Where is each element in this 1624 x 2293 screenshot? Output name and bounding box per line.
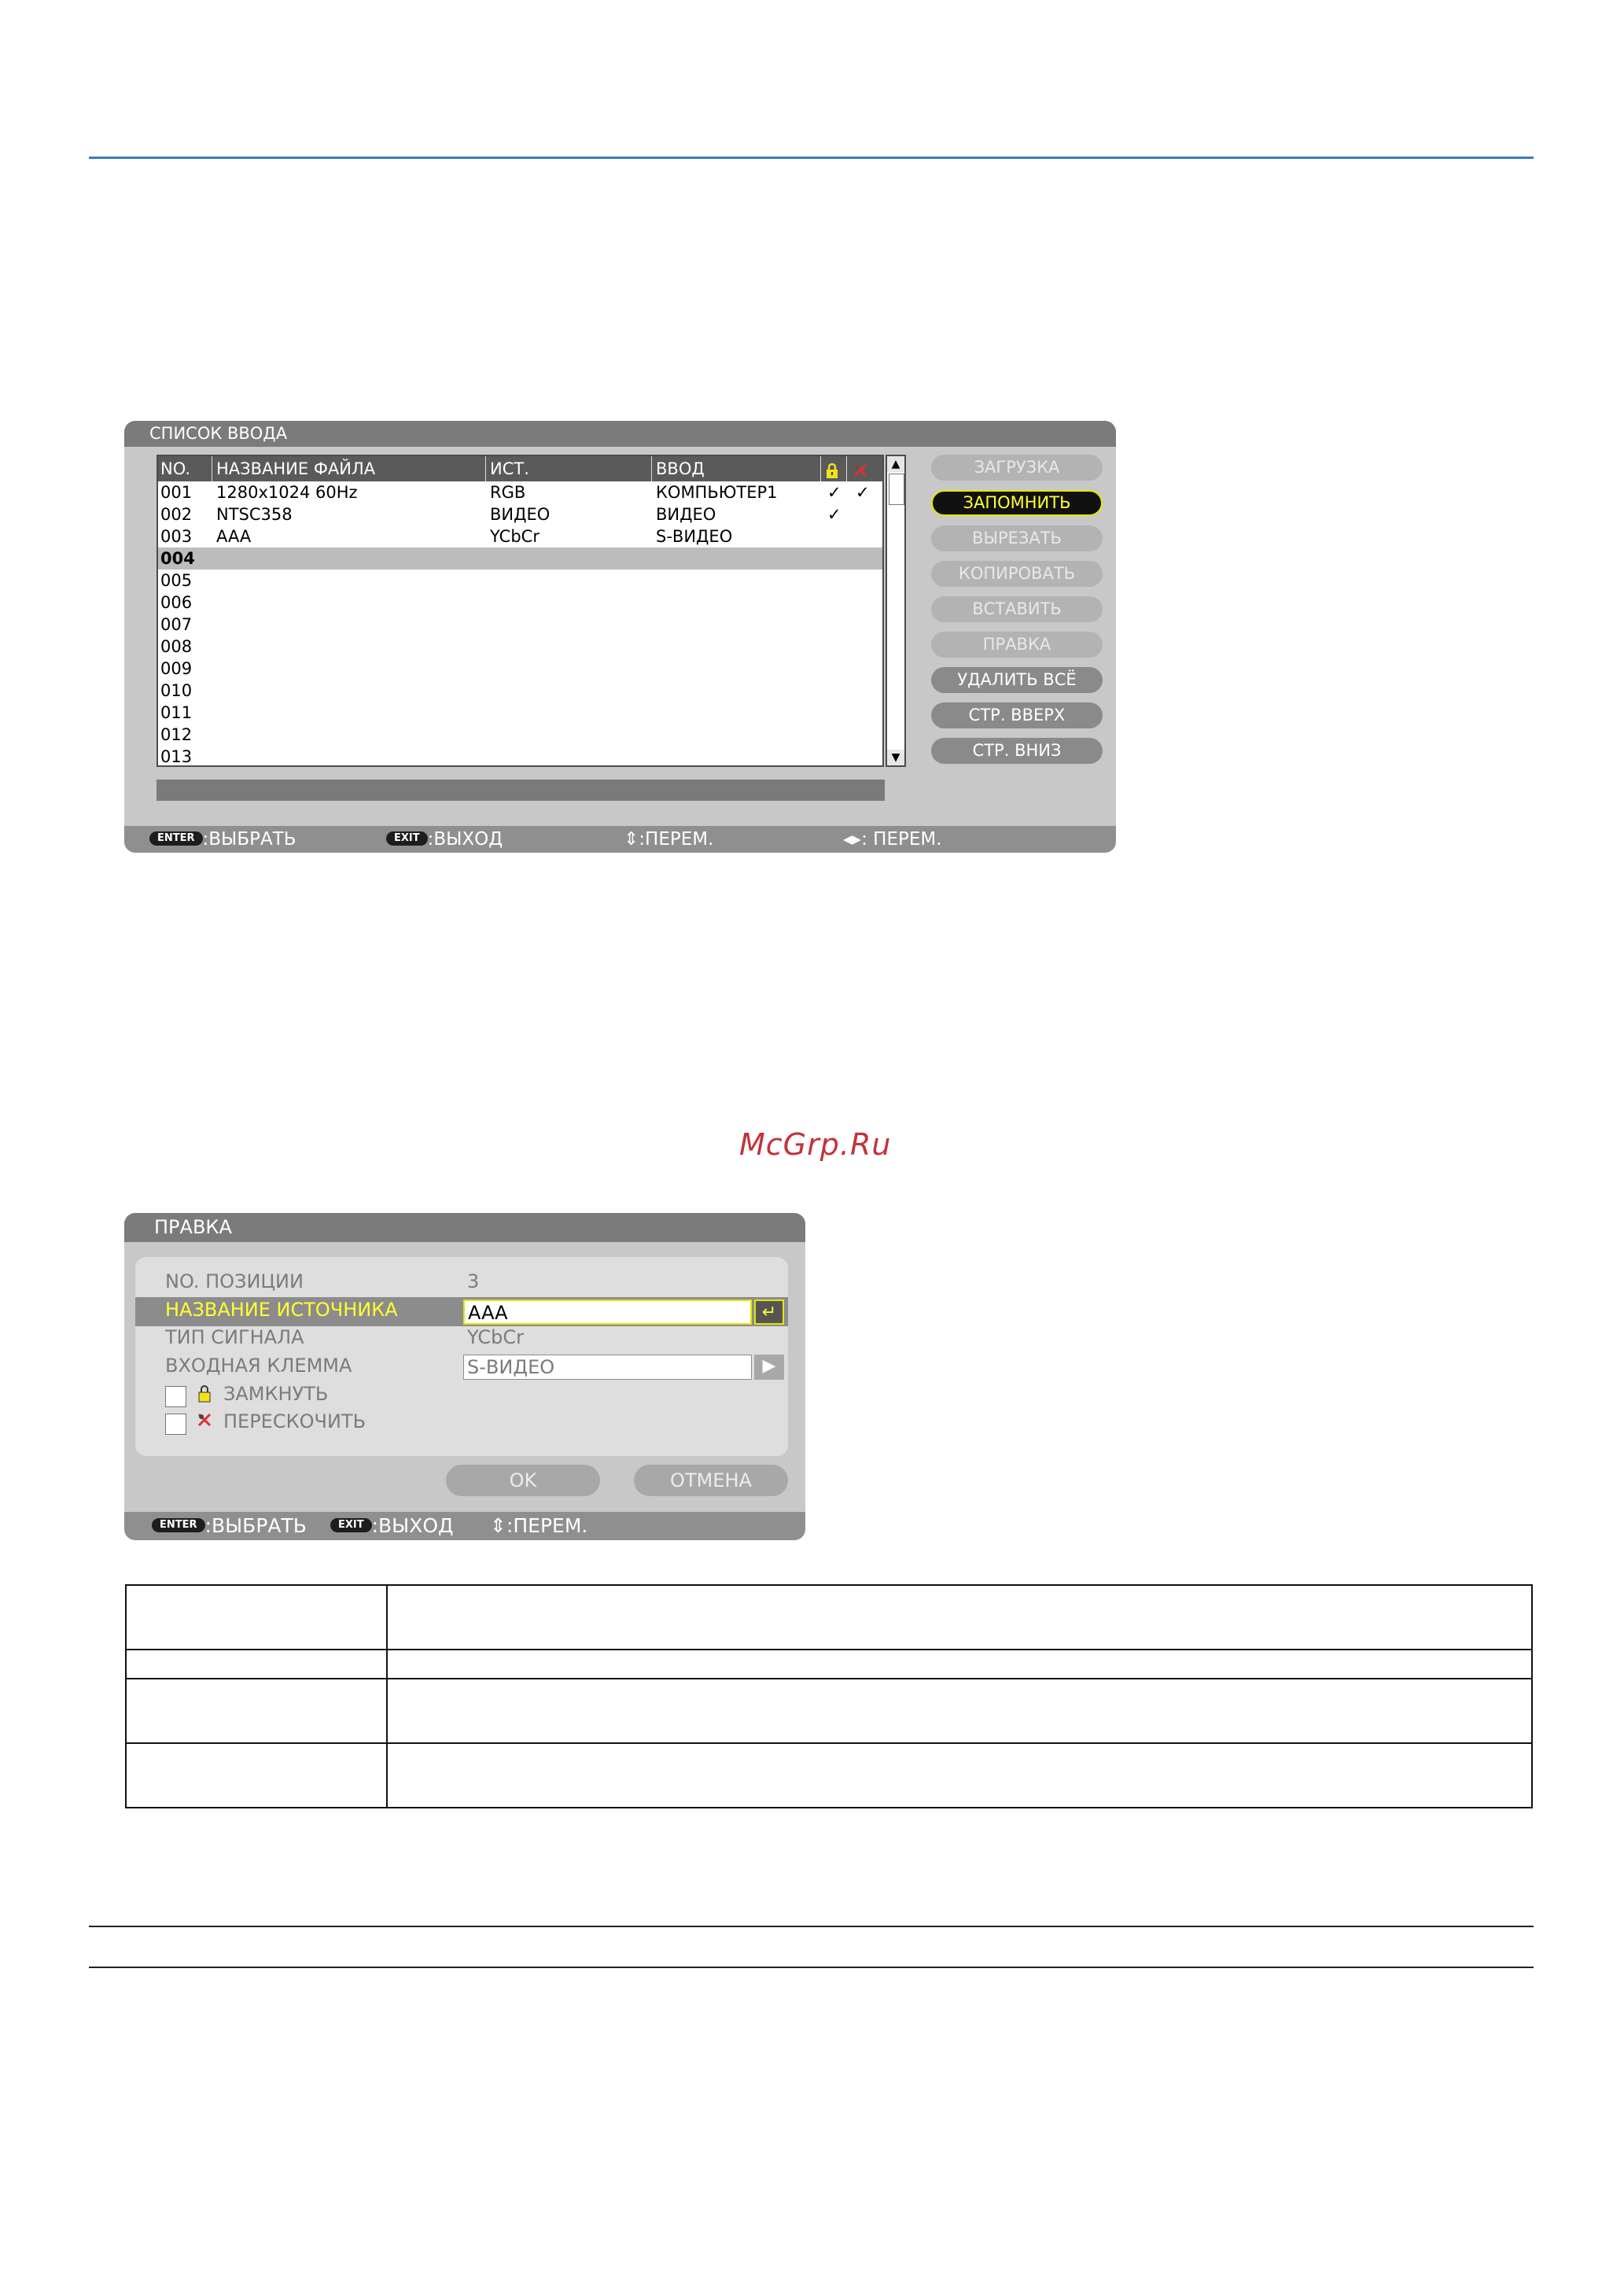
lock-checkbox[interactable] xyxy=(165,1386,186,1407)
row-lock-check: ✓ xyxy=(827,505,841,524)
row-no: 010 xyxy=(160,681,193,700)
top-rule xyxy=(89,157,1534,159)
page-up-button[interactable]: СТР. ВВЕРХ xyxy=(931,702,1103,728)
edit-button[interactable]: ПРАВКА xyxy=(931,632,1103,658)
ok-button[interactable]: OK xyxy=(446,1465,600,1496)
enter-return-icon[interactable]: ↵ xyxy=(754,1299,784,1325)
row-no: 009 xyxy=(160,659,193,678)
row-no: 008 xyxy=(160,637,193,656)
bottom-rule xyxy=(89,1926,1534,1927)
skip-checkbox[interactable] xyxy=(165,1414,186,1435)
dialog-footer xyxy=(124,1512,805,1540)
load-button[interactable]: ЗАГРУЗКА xyxy=(931,455,1103,481)
lock-icon xyxy=(197,1385,212,1406)
table-row[interactable] xyxy=(158,724,882,746)
row-input: ВИДЕО xyxy=(656,505,716,524)
row-no: 001 xyxy=(160,483,193,502)
table-row[interactable] xyxy=(158,746,882,767)
paste-button[interactable]: ВСТАВИТЬ xyxy=(931,596,1103,622)
info-table xyxy=(125,1584,1533,1808)
footer-move-updown-hint: ⇕:ПЕРЕМ. xyxy=(490,1514,588,1537)
terminal-label: ВХОДНАЯ КЛЕММА xyxy=(165,1355,352,1377)
source-name-input[interactable]: AAA xyxy=(463,1299,752,1325)
scrollbar[interactable] xyxy=(886,455,906,767)
table-row[interactable] xyxy=(158,702,882,724)
table-row[interactable] xyxy=(158,525,882,547)
store-button[interactable]: ЗАПОМНИТЬ xyxy=(931,490,1103,516)
edit-dialog xyxy=(124,1213,805,1540)
row-source: ВИДЕО xyxy=(490,505,551,524)
footer-enter-hint: ENTER :ВЫБРАТЬ xyxy=(149,826,296,853)
enter-key-icon: ENTER xyxy=(149,831,203,846)
skip-label: ПЕРЕСКОЧИТЬ xyxy=(223,1410,366,1432)
table-row[interactable] xyxy=(158,570,882,592)
status-bar xyxy=(157,780,885,801)
table-row[interactable] xyxy=(158,680,882,702)
row-no: 006 xyxy=(160,593,193,612)
row-filename: AAA xyxy=(216,527,252,546)
footer-exit-hint: EXIT :ВЫХОД xyxy=(330,1512,454,1540)
position-label: NO. ПОЗИЦИИ xyxy=(165,1270,304,1292)
col-input: ВВОД xyxy=(656,459,705,478)
footer-move-leftright-hint: ◂▸: ПЕРЕМ. xyxy=(843,829,942,850)
row-no: 004 xyxy=(160,549,195,568)
page-down-button[interactable]: СТР. ВНИЗ xyxy=(931,738,1103,764)
table-row xyxy=(126,1585,1532,1650)
table-row[interactable] xyxy=(158,547,882,570)
bottom-rule xyxy=(89,1967,1534,1968)
row-no: 003 xyxy=(160,527,193,546)
row-no: 012 xyxy=(160,725,193,744)
table-row xyxy=(126,1650,1532,1679)
source-name-label: НАЗВАНИЕ ИСТОЧНИКА xyxy=(165,1299,398,1321)
scroll-thumb[interactable] xyxy=(889,474,904,505)
position-value: 3 xyxy=(467,1270,480,1292)
footer-exit-hint: EXIT :ВЫХОД xyxy=(386,826,503,853)
footer-move-updown-hint: ⇕:ПЕРЕМ. xyxy=(624,829,714,850)
table-row[interactable] xyxy=(158,481,882,503)
col-source: ИСТ. xyxy=(490,459,529,478)
row-skip-check: ✓ xyxy=(856,483,870,502)
terminal-select[interactable]: S-ВИДЕО xyxy=(463,1355,752,1380)
scroll-down-icon[interactable]: ▼ xyxy=(887,750,904,765)
table-row xyxy=(126,1743,1532,1808)
row-input: S-ВИДЕО xyxy=(656,527,733,546)
table-row xyxy=(126,1679,1532,1743)
table-header xyxy=(158,456,882,481)
table-row[interactable] xyxy=(158,614,882,636)
row-lock-check: ✓ xyxy=(827,483,841,502)
delete-all-button[interactable]: УДАЛИТЬ ВСЁ xyxy=(931,667,1103,693)
row-filename: NTSC358 xyxy=(216,505,293,524)
skip-icon xyxy=(196,1411,213,1432)
table-body xyxy=(158,481,882,767)
play-arrow-icon[interactable]: ▶ xyxy=(754,1355,784,1380)
table-row[interactable] xyxy=(158,592,882,614)
dialog-title: ПРАВКА xyxy=(124,1213,805,1242)
dialog-footer xyxy=(124,826,1116,853)
dialog-title: СПИСОК ВВОДА xyxy=(124,421,1116,447)
copy-button[interactable]: КОПИРОВАТЬ xyxy=(931,561,1103,587)
exit-key-icon: EXIT xyxy=(330,1518,372,1532)
input-list-dialog xyxy=(124,421,1116,853)
row-source: RGB xyxy=(490,483,526,502)
enter-key-icon: ENTER xyxy=(152,1518,205,1532)
signal-type-label: ТИП СИГНАЛА xyxy=(165,1326,304,1348)
watermark-text: McGrp.Ru xyxy=(739,1127,892,1162)
row-no: 011 xyxy=(160,703,193,722)
cancel-button[interactable]: ОТМЕНА xyxy=(634,1465,788,1496)
row-no: 013 xyxy=(160,747,193,766)
input-list-table[interactable] xyxy=(157,455,884,767)
scroll-up-icon[interactable]: ▲ xyxy=(887,456,904,472)
row-input: КОМПЬЮТЕР1 xyxy=(656,483,778,502)
row-no: 002 xyxy=(160,505,193,524)
footer-enter-hint: ENTER :ВЫБРАТЬ xyxy=(152,1512,307,1540)
row-no: 007 xyxy=(160,615,193,634)
col-no: NO. xyxy=(160,459,191,478)
exit-key-icon: EXIT xyxy=(386,831,428,846)
table-row[interactable] xyxy=(158,658,882,680)
table-row[interactable] xyxy=(158,503,882,525)
cut-button[interactable]: ВЫРЕЗАТЬ xyxy=(931,525,1103,551)
row-source: YCbCr xyxy=(490,527,539,546)
signal-type-value: YCbCr xyxy=(467,1326,524,1348)
row-no: 005 xyxy=(160,571,193,590)
col-filename: НАЗВАНИЕ ФАЙЛА xyxy=(216,459,376,478)
table-row[interactable] xyxy=(158,636,882,658)
row-filename: 1280x1024 60Hz xyxy=(216,483,358,502)
lock-label: ЗАМКНУТЬ xyxy=(223,1383,329,1405)
